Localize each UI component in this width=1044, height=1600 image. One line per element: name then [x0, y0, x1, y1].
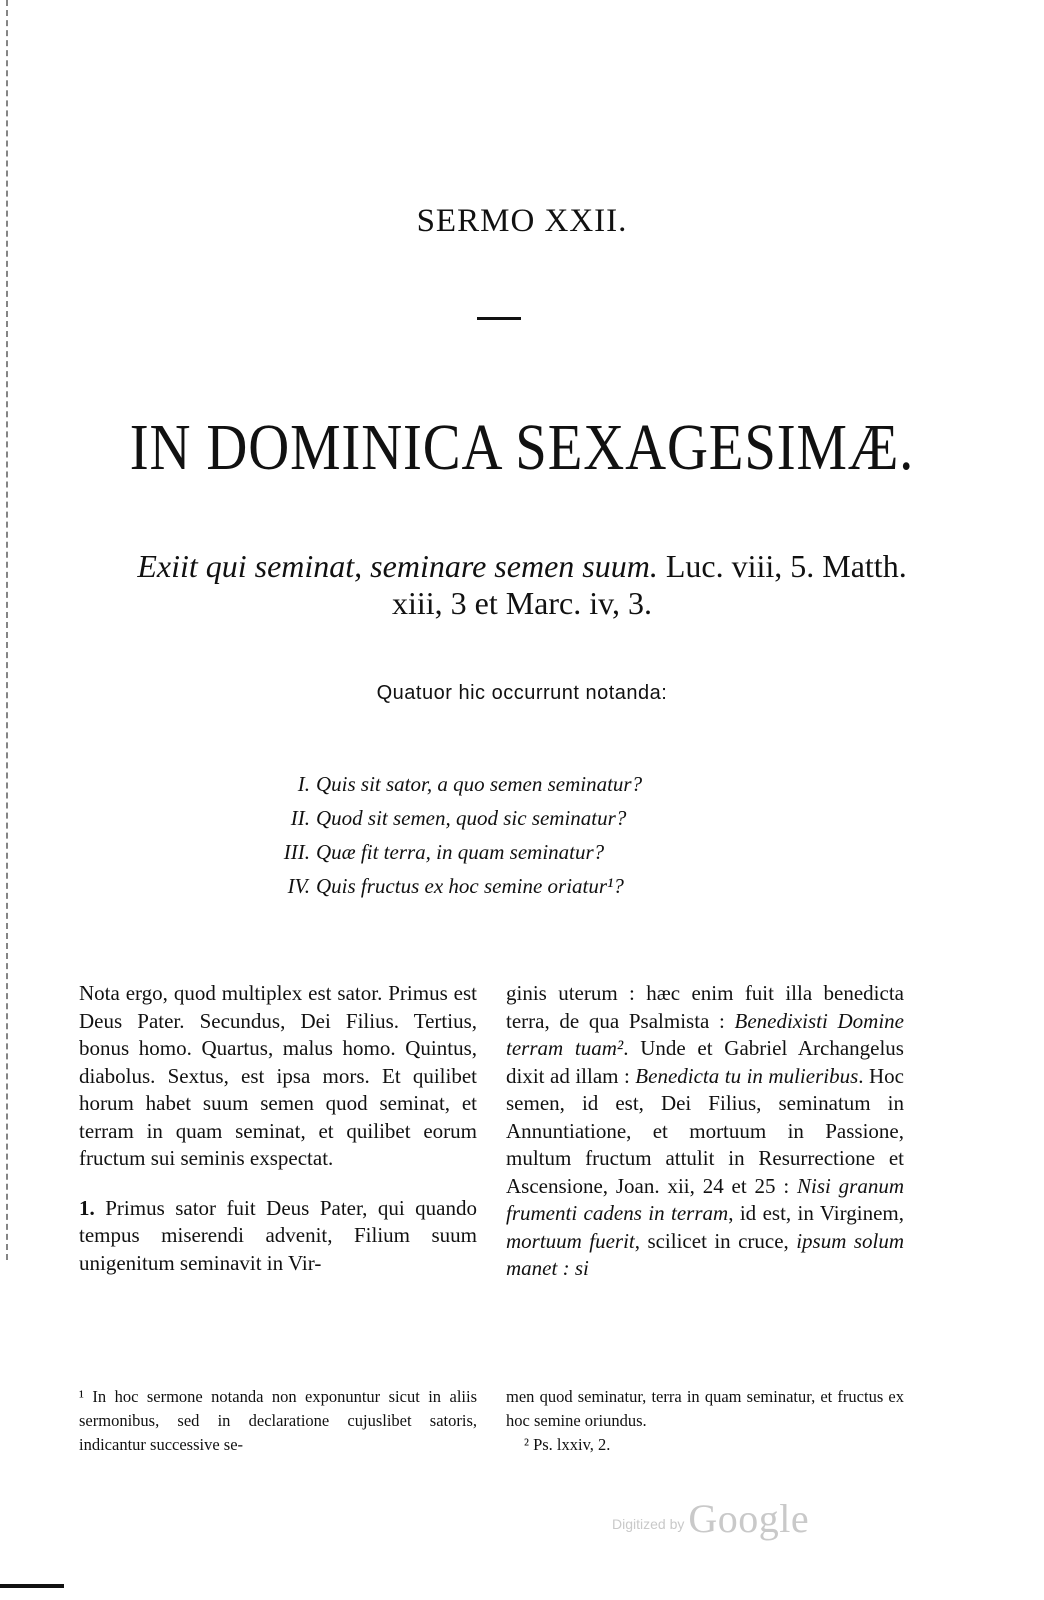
- page-edge-shadow: [6, 0, 11, 1260]
- text-run: . Unde et Gabriel Archangelus dixit ad illam :: [506, 1036, 904, 1088]
- question-number: IV.: [287, 874, 310, 898]
- title-rule: [477, 317, 521, 320]
- italic-quote: ipsum solum manet : si: [506, 1228, 904, 1280]
- text-run: . Hoc semen, id est, Dei Filius, seminatum in Annuntiatione, et mortuum in Passione, multum fructum attulit in Resurrectione et Ascensione, Joan. xii, 24 et 25 :: [506, 1063, 904, 1198]
- question-number: I.: [297, 772, 310, 796]
- footnote-continuation: men quod seminatur, terra in quam seminatur, et fructus ex hoc semine oriundus.: [506, 1387, 904, 1430]
- page-edge-mark: [0, 1584, 64, 1588]
- italic-quote: mortuum fuerit: [506, 1228, 635, 1253]
- question-item: [240, 801, 642, 835]
- question-number: II.: [290, 806, 310, 830]
- question-text: Quis fructus ex hoc semine oriatur¹?: [316, 874, 624, 898]
- intro-line: Quatuor hic occurrunt notanda:: [376, 682, 668, 704]
- body-paragraph: Nota ergo, quod multiplex est sator. Primus est Deus Pater. Secundus, Dei Filius. Tertius, bonus homo. Quartus, malus homo. Quintus, diabolus. Sextus, est ipsa mors. Et quilibet horum habet suum semen quod seminat, et terram in quam seminat, et quilibet eorum fructum sui seminis exspectat.: [79, 981, 477, 1170]
- body-paragraph: [79, 1195, 477, 1278]
- question-item: [240, 869, 642, 903]
- question-list: [240, 767, 642, 903]
- footnote: ¹ In hoc sermone notanda non exponuntur sicut in aliis sermonibus, sed in declaratione cujuslibet satoris, indicantur successive se-: [79, 1387, 477, 1454]
- epigraph-reference: Luc. viii, 5. Matth.: [657, 548, 907, 584]
- text-run: , scilicet in cruce,: [634, 1228, 797, 1253]
- question-item: [240, 767, 642, 801]
- sermon-number: SERMO XXII.: [416, 203, 628, 239]
- paragraph-number: 1.: [79, 1195, 95, 1220]
- sermon-title: IN DOMINICA SEXAGESIMÆ.: [129, 411, 915, 484]
- epigraph: [0, 548, 1044, 622]
- italic-quote: Benedicta tu in mulieribus: [635, 1063, 859, 1088]
- epigraph-reference-cont: xiii, 3 et Marc. iv, 3.: [391, 585, 653, 621]
- question-number: III.: [283, 840, 310, 864]
- question-item: [240, 835, 642, 869]
- paragraph-text: Primus sator fuit Deus Pater, qui quando tempus miserendi advenit, Filium suum unigenitum seminavit in Vir-: [79, 1195, 477, 1275]
- google-logo: Google: [688, 1496, 810, 1541]
- question-text: Quod sit semen, quod sic seminatur?: [316, 806, 627, 830]
- question-text: Quis sit sator, a quo semen seminatur?: [316, 772, 643, 796]
- question-text: Quæ fit terra, in quam seminatur?: [316, 840, 605, 864]
- digitized-label: Digitized by: [612, 1516, 685, 1532]
- italic-quote: Benedixisti Domine terram tuam²: [506, 1008, 904, 1060]
- text-run: ginis uterum : hæc enim fuit illa benedicta terra, de qua Psalmista :: [506, 981, 904, 1033]
- body-column-right: [506, 980, 904, 1283]
- epigraph-quote: Exiit qui seminat, seminare semen suum.: [137, 548, 658, 584]
- footnotes-right: [506, 1385, 904, 1457]
- body-column-left: [79, 980, 477, 1277]
- google-watermark: [612, 1495, 809, 1542]
- footnotes-left: [79, 1385, 477, 1457]
- text-run: , id est, in Virginem,: [728, 1201, 904, 1225]
- italic-quote: Nisi granum frumenti cadens in terram: [506, 1173, 904, 1225]
- body-paragraph: [506, 980, 904, 1283]
- footnote: ² Ps. lxxiv, 2.: [524, 1435, 611, 1454]
